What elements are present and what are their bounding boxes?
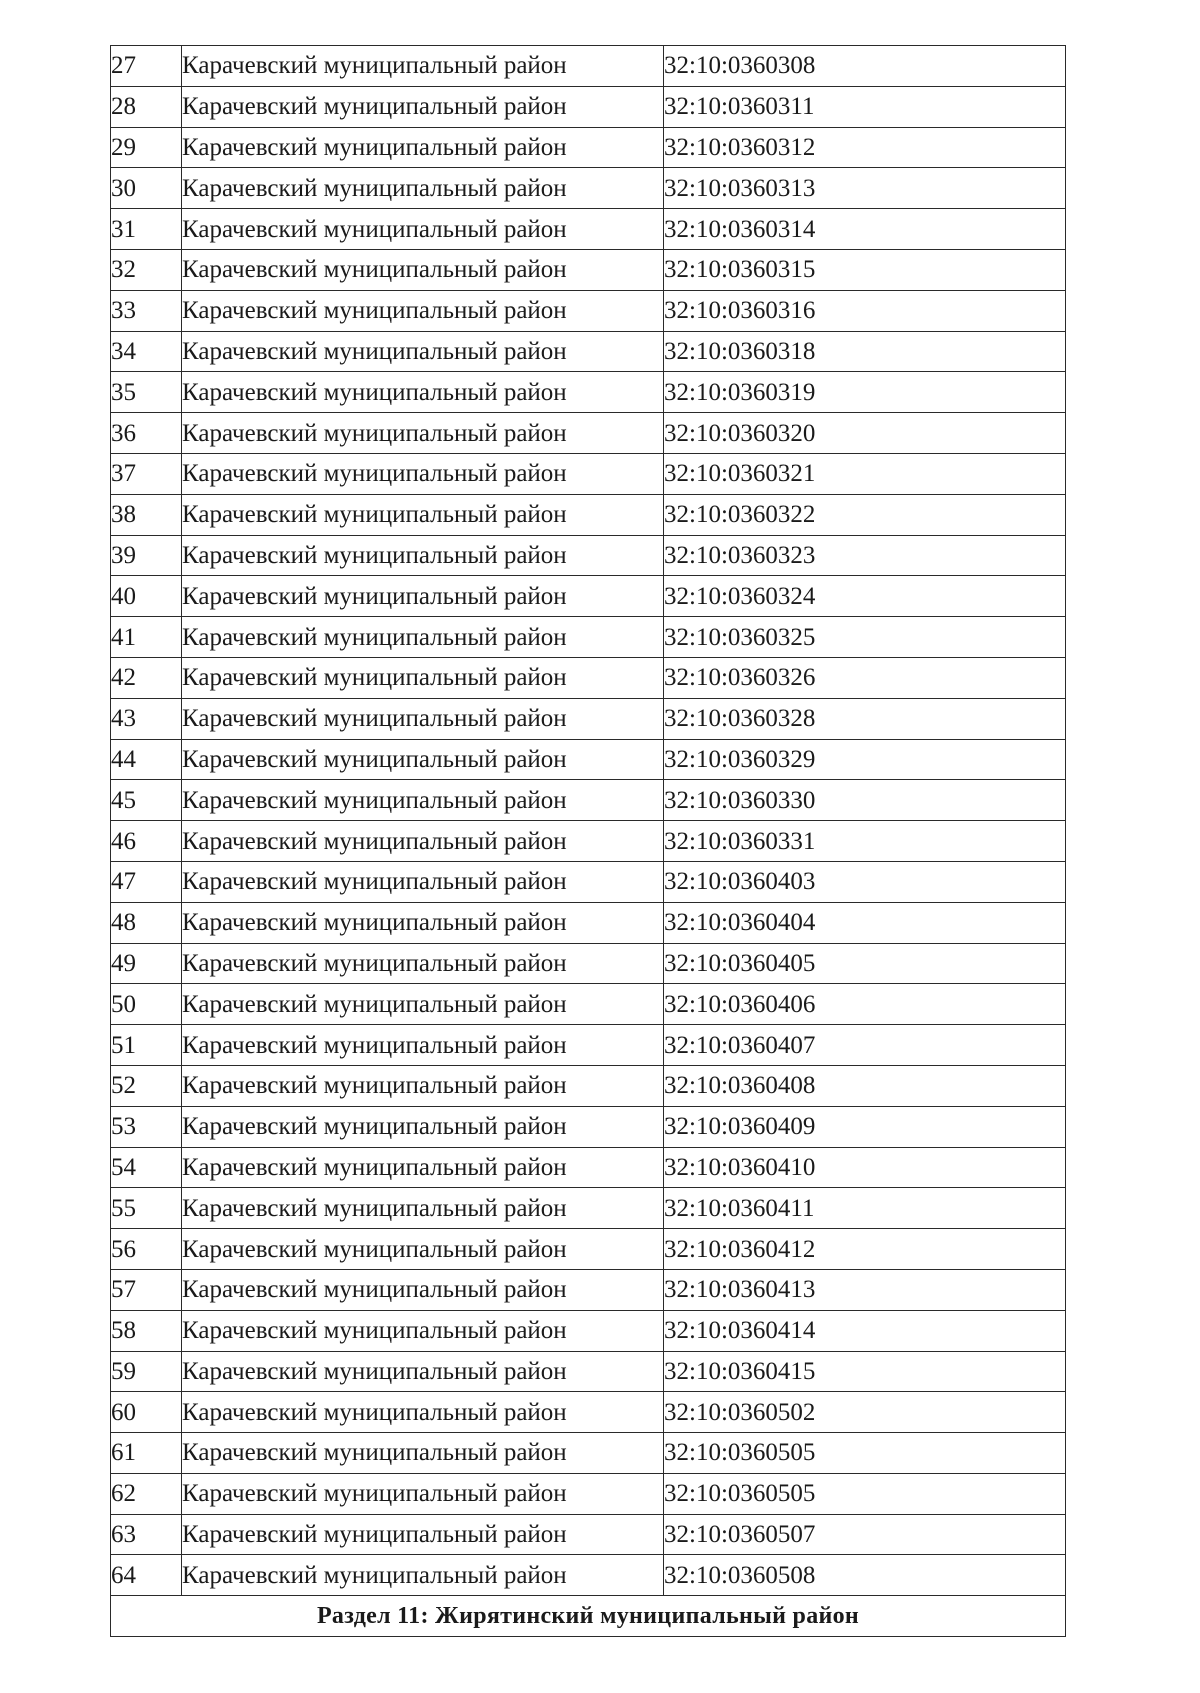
row-number: 28 [111, 86, 182, 127]
cadastral-number: 32:10:0360505 [664, 1433, 1066, 1474]
row-number: 60 [111, 1392, 182, 1433]
table-row [111, 1392, 1066, 1433]
table-row [111, 168, 1066, 209]
row-number: 45 [111, 780, 182, 821]
district-name: Карачевский муниципальный район [182, 209, 664, 250]
district-name: Карачевский муниципальный район [182, 1229, 664, 1270]
table-row [111, 1188, 1066, 1229]
district-name: Карачевский муниципальный район [182, 1392, 664, 1433]
table-row [111, 1065, 1066, 1106]
district-name: Карачевский муниципальный район [182, 127, 664, 168]
row-number: 42 [111, 657, 182, 698]
row-number: 54 [111, 1147, 182, 1188]
district-name: Карачевский муниципальный район [182, 1473, 664, 1514]
cadastral-number: 32:10:0360323 [664, 535, 1066, 576]
district-name: Карачевский муниципальный район [182, 372, 664, 413]
cadastral-quarters-table [110, 45, 1066, 1637]
table-row [111, 1433, 1066, 1474]
district-name: Карачевский муниципальный район [182, 331, 664, 372]
district-name: Карачевский муниципальный район [182, 821, 664, 862]
row-number: 47 [111, 861, 182, 902]
cadastral-number: 32:10:0360405 [664, 943, 1066, 984]
cadastral-number: 32:10:0360329 [664, 739, 1066, 780]
cadastral-number: 32:10:0360330 [664, 780, 1066, 821]
district-name: Карачевский муниципальный район [182, 984, 664, 1025]
row-number: 29 [111, 127, 182, 168]
table-row [111, 1473, 1066, 1514]
row-number: 37 [111, 453, 182, 494]
row-number: 40 [111, 576, 182, 617]
cadastral-number: 32:10:0360415 [664, 1351, 1066, 1392]
table-row [111, 902, 1066, 943]
table-row [111, 535, 1066, 576]
table-row [111, 1351, 1066, 1392]
row-number: 39 [111, 535, 182, 576]
district-name: Карачевский муниципальный район [182, 1269, 664, 1310]
table-row [111, 209, 1066, 250]
district-name: Карачевский муниципальный район [182, 1310, 664, 1351]
cadastral-number: 32:10:0360505 [664, 1473, 1066, 1514]
row-number: 55 [111, 1188, 182, 1229]
district-name: Карачевский муниципальный район [182, 46, 664, 87]
row-number: 59 [111, 1351, 182, 1392]
cadastral-number: 32:10:0360408 [664, 1065, 1066, 1106]
district-name: Карачевский муниципальный район [182, 943, 664, 984]
table-row [111, 821, 1066, 862]
row-number: 62 [111, 1473, 182, 1514]
district-name: Карачевский муниципальный район [182, 1555, 664, 1596]
table-body [111, 46, 1066, 1596]
row-number: 52 [111, 1065, 182, 1106]
cadastral-number: 32:10:0360320 [664, 413, 1066, 454]
table-row [111, 1229, 1066, 1270]
cadastral-number: 32:10:0360312 [664, 127, 1066, 168]
cadastral-number: 32:10:0360412 [664, 1229, 1066, 1270]
row-number: 44 [111, 739, 182, 780]
cadastral-number: 32:10:0360315 [664, 249, 1066, 290]
table-row [111, 984, 1066, 1025]
district-name: Карачевский муниципальный район [182, 86, 664, 127]
cadastral-number: 32:10:0360406 [664, 984, 1066, 1025]
cadastral-number: 32:10:0360324 [664, 576, 1066, 617]
row-number: 51 [111, 1025, 182, 1066]
cadastral-number: 32:10:0360321 [664, 453, 1066, 494]
table-row [111, 1106, 1066, 1147]
row-number: 30 [111, 168, 182, 209]
district-name: Карачевский муниципальный район [182, 453, 664, 494]
row-number: 49 [111, 943, 182, 984]
cadastral-number: 32:10:0360507 [664, 1514, 1066, 1555]
cadastral-number: 32:10:0360413 [664, 1269, 1066, 1310]
cadastral-number: 32:10:0360502 [664, 1392, 1066, 1433]
table-row [111, 657, 1066, 698]
cadastral-number: 32:10:0360322 [664, 494, 1066, 535]
cadastral-number: 32:10:0360319 [664, 372, 1066, 413]
cadastral-number: 32:10:0360407 [664, 1025, 1066, 1066]
table-row [111, 413, 1066, 454]
cadastral-number: 32:10:0360314 [664, 209, 1066, 250]
row-number: 43 [111, 698, 182, 739]
district-name: Карачевский муниципальный район [182, 861, 664, 902]
row-number: 38 [111, 494, 182, 535]
row-number: 57 [111, 1269, 182, 1310]
row-number: 58 [111, 1310, 182, 1351]
table-row [111, 861, 1066, 902]
district-name: Карачевский муниципальный район [182, 1106, 664, 1147]
district-name: Карачевский муниципальный район [182, 780, 664, 821]
cadastral-number: 32:10:0360313 [664, 168, 1066, 209]
district-name: Карачевский муниципальный район [182, 1514, 664, 1555]
table-row [111, 1147, 1066, 1188]
table-row [111, 453, 1066, 494]
row-number: 48 [111, 902, 182, 943]
cadastral-number: 32:10:0360331 [664, 821, 1066, 862]
district-name: Карачевский муниципальный район [182, 902, 664, 943]
row-number: 46 [111, 821, 182, 862]
row-number: 63 [111, 1514, 182, 1555]
table-row [111, 86, 1066, 127]
district-name: Карачевский муниципальный район [182, 739, 664, 780]
cadastral-number: 32:10:0360409 [664, 1106, 1066, 1147]
table-row [111, 780, 1066, 821]
table-row [111, 1025, 1066, 1066]
row-number: 33 [111, 290, 182, 331]
cadastral-number: 32:10:0360326 [664, 657, 1066, 698]
district-name: Карачевский муниципальный район [182, 1147, 664, 1188]
row-number: 50 [111, 984, 182, 1025]
district-name: Карачевский муниципальный район [182, 413, 664, 454]
table-row [111, 739, 1066, 780]
table-row [111, 331, 1066, 372]
table-row [111, 698, 1066, 739]
district-name: Карачевский муниципальный район [182, 1188, 664, 1229]
cadastral-number: 32:10:0360318 [664, 331, 1066, 372]
district-name: Карачевский муниципальный район [182, 1025, 664, 1066]
row-number: 32 [111, 249, 182, 290]
table-row [111, 127, 1066, 168]
cadastral-number: 32:10:0360328 [664, 698, 1066, 739]
district-name: Карачевский муниципальный район [182, 576, 664, 617]
row-number: 35 [111, 372, 182, 413]
row-number: 36 [111, 413, 182, 454]
table-row [111, 576, 1066, 617]
cadastral-number: 32:10:0360414 [664, 1310, 1066, 1351]
cadastral-number: 32:10:0360404 [664, 902, 1066, 943]
table-row [111, 943, 1066, 984]
district-name: Карачевский муниципальный район [182, 290, 664, 331]
table-row [111, 494, 1066, 535]
cadastral-number: 32:10:0360325 [664, 617, 1066, 658]
table-row [111, 46, 1066, 87]
district-name: Карачевский муниципальный район [182, 617, 664, 658]
district-name: Карачевский муниципальный район [182, 494, 664, 535]
row-number: 31 [111, 209, 182, 250]
table-row [111, 1555, 1066, 1596]
row-number: 53 [111, 1106, 182, 1147]
row-number: 61 [111, 1433, 182, 1474]
section-heading: Раздел 11: Жирятинский муниципальный район [111, 1596, 1066, 1637]
cadastral-number: 32:10:0360411 [664, 1188, 1066, 1229]
section-heading-row [111, 1596, 1066, 1637]
table-row [111, 249, 1066, 290]
table-row [111, 1310, 1066, 1351]
district-name: Карачевский муниципальный район [182, 657, 664, 698]
cadastral-number: 32:10:0360508 [664, 1555, 1066, 1596]
row-number: 41 [111, 617, 182, 658]
row-number: 27 [111, 46, 182, 87]
district-name: Карачевский муниципальный район [182, 535, 664, 576]
district-name: Карачевский муниципальный район [182, 168, 664, 209]
cadastral-number: 32:10:0360311 [664, 86, 1066, 127]
district-name: Карачевский муниципальный район [182, 1351, 664, 1392]
table-row [111, 617, 1066, 658]
district-name: Карачевский муниципальный район [182, 698, 664, 739]
row-number: 34 [111, 331, 182, 372]
cadastral-number: 32:10:0360316 [664, 290, 1066, 331]
cadastral-number: 32:10:0360410 [664, 1147, 1066, 1188]
district-name: Карачевский муниципальный район [182, 1065, 664, 1106]
table-row [111, 1269, 1066, 1310]
cadastral-number: 32:10:0360403 [664, 861, 1066, 902]
district-name: Карачевский муниципальный район [182, 249, 664, 290]
district-name: Карачевский муниципальный район [182, 1433, 664, 1474]
row-number: 64 [111, 1555, 182, 1596]
row-number: 56 [111, 1229, 182, 1270]
cadastral-number: 32:10:0360308 [664, 46, 1066, 87]
table-row [111, 290, 1066, 331]
table-row [111, 372, 1066, 413]
table-row [111, 1514, 1066, 1555]
